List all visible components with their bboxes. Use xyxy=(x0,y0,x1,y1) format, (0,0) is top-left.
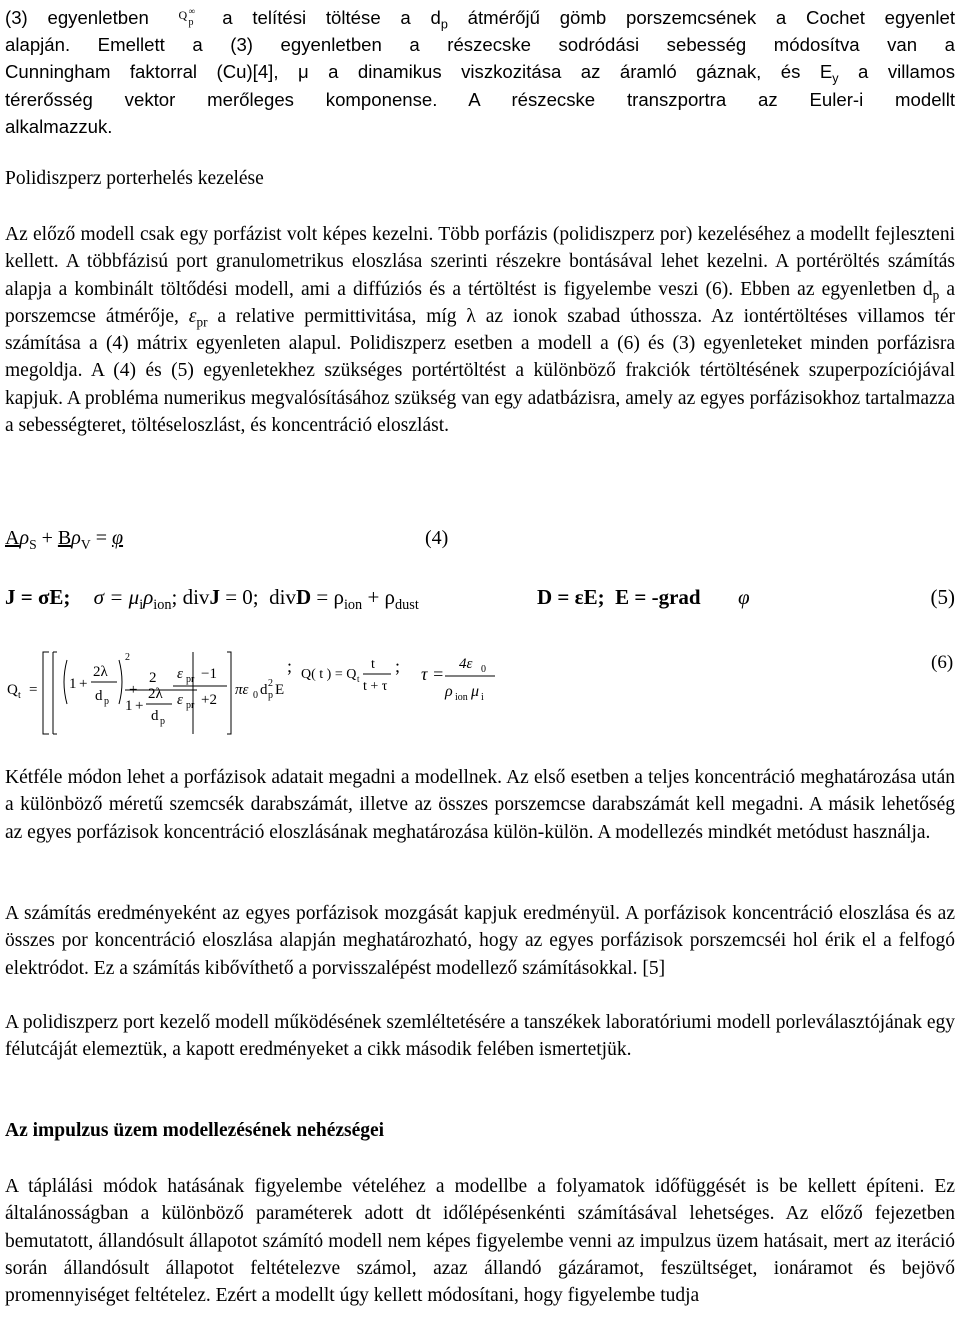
equation-6-svg xyxy=(5,638,960,748)
eq4-matrix-b: B xyxy=(57,527,72,549)
svg-text:Q: Q xyxy=(7,682,18,698)
svg-text:μ: μ xyxy=(471,683,480,700)
svg-text:t: t xyxy=(18,690,21,701)
svg-text:0: 0 xyxy=(481,664,486,675)
results-paragraph: A számítás eredményeként az egyes porfázisok mozgását kapjuk eredményül. A porfázisok koncentráció eloszlása és az összes por koncentráció eloszlása alapján meghatározható, hogy az egyes porfázisok porszemcséi hol érik el a felfogó elektródot. Ez a számítás kibővíthető a porvisszalépést modellező számításokkal. [5] xyxy=(5,903,955,979)
svg-text:+: + xyxy=(129,682,138,698)
svg-text:p: p xyxy=(104,696,109,707)
svg-text:t + τ: t + τ xyxy=(363,679,388,694)
svg-text:t: t xyxy=(357,674,360,684)
demonstration-paragraph: A polidiszperz port kezelő modell működésének szemléltetésére a tanszékek laboratóriumi modell porleválasztójának egy félutcáját elemeztük, a kapott eredményeket a cikk második felében ismertetjük. xyxy=(5,1012,955,1061)
svg-text:d: d xyxy=(260,682,268,698)
svg-text:2: 2 xyxy=(125,652,130,663)
data-input-paragraph: Kétféle módon lehet a porfázisok adatait megadni a modellnek. Az első esetben a teljes koncentráció meghatározása után a különböző méretű szemcsék darabszámát, illetve az összes porszemcse darabszámát kell megadni. A másik lehetőség az egyes porfázisok koncentráció eloszlásának meghatározása külön-külön. A modellezés mindkét metódust használja. xyxy=(5,767,955,843)
intro-line-5: alkalmazzuk. xyxy=(5,115,113,137)
svg-text:ε: ε xyxy=(177,666,183,682)
svg-text:+2: +2 xyxy=(201,692,217,708)
svg-text:+: + xyxy=(79,676,88,692)
equation-4: $A\rho_S + B\rho_V = \varphi$ (4) xyxy=(5,527,449,552)
equation-5: J = σE; $\sigma = \mu_i\rho_{ion}$; divJ = 0; divD = $\rho_{ion} + \rho_{dust}$ D = εE; E = -grad φ (5) xyxy=(5,585,955,613)
svg-text:ion: ion xyxy=(455,692,468,703)
svg-text:=: = xyxy=(29,682,38,698)
svg-text:2λ: 2λ xyxy=(93,664,108,680)
equation-6 xyxy=(5,638,960,748)
eq5-number: (5) xyxy=(930,585,955,609)
intro-line-1: (3) egyenletben Q p ∞ a telítési töltése a $d_p$ átmérőjű gömb porszemcsének a Cochet egyenlet xyxy=(5,6,955,32)
eq4-matrix-a: A xyxy=(5,527,20,549)
svg-text:2λ: 2λ xyxy=(148,686,163,702)
svg-text:p: p xyxy=(268,690,273,701)
svg-text:4ε: 4ε xyxy=(459,656,473,672)
qp-infinity-symbol: Q p ∞ xyxy=(178,6,195,28)
svg-text:pr: pr xyxy=(186,674,195,685)
svg-text:;: ; xyxy=(395,656,401,676)
svg-text:ε: ε xyxy=(177,692,183,708)
svg-text:0: 0 xyxy=(253,690,258,701)
svg-text:;: ; xyxy=(287,656,293,676)
svg-text:p: p xyxy=(160,716,165,727)
intro-paragraph xyxy=(5,4,955,140)
svg-text:(6): (6) xyxy=(931,652,954,673)
svg-text:2: 2 xyxy=(268,678,273,689)
svg-text:πε: πε xyxy=(235,682,249,698)
svg-text:d: d xyxy=(151,708,159,724)
eq4-number: (4) xyxy=(425,527,449,549)
svg-text:τ =: τ = xyxy=(421,664,445,684)
svg-text:1: 1 xyxy=(125,698,133,714)
polydisperse-paragraph: Az előző modell csak egy porfázist volt képes kezelni. Több porfázis (polidiszperz por) kezeléséhez a modellt fejleszteni kellett. A többfázisú port granulometrikus eloszlása szerinti részekre bontásával lehet kezelni. A portéröltés számítás alapja a kombinált töltődési modell, ami a diffúziós és a tértöltést is figyelembe veszi (6). Ebben az egyenletben $d_p$ a porszemcse átmérője, $\varepsilon_{pr}$ a relative permittivitása, míg λ az ionok szabad úthossza. Az iontértöltéses villamos tér számítása a (4) mátrix egyenleten alapul. Polidiszperz esetben a modell a (6) és (3) egyenleteket minden porfázisra megoldja. A (4) és (5) egyenletekhez szükséges portértöltést a különböző frakciók tértöltésének szuperpozíciójával kapjuk. A probléma numerikus megvalósításához szükség van egy adatbázisra, amely az egyes porfázisokhoz tartalmazza a sebességteret, töltéseloszlást, és koncentráció eloszlást. xyxy=(5,224,956,437)
svg-text:2: 2 xyxy=(149,670,157,686)
svg-text:t: t xyxy=(371,657,375,672)
intro-line-4: térerősség vektor merőleges komponense. A részecske transzportra az Euler-i modellt xyxy=(5,88,955,110)
svg-text:ρ: ρ xyxy=(445,683,453,700)
svg-text:+: + xyxy=(135,698,144,714)
svg-text:i: i xyxy=(481,692,484,703)
section-heading-polydisperse: Polidiszperz porterhelés kezelése xyxy=(5,168,264,189)
intro-line-3: Cunningham faktorral (Cu)[4], μ a dinamikus viszkozitása az áramló gáznak, és $E_y$ a villamos xyxy=(5,61,956,86)
svg-text:d: d xyxy=(95,688,103,704)
svg-text:Q( t ) = Q: Q( t ) = Q xyxy=(301,667,357,682)
intro-line-2: alapján. Emellett a (3) egyenletben a részecske sodródási sebesség módosítva van a xyxy=(5,34,955,55)
impulse-paragraph: A táplálási módok hatásának figyelembe vételéhez a modellbe a folyamatok időfüggését is be kellett építeni. Ez általánosságban a különböző paraméterek adott dt időlépésenkénti számításával lehetséges. Az előző fejezetben bemutatott, állandósult állapotot számító modell nem képes figyelembe venni az impulzus üzem hatásait, mert az iteráció során állandósult állapotot feltételezve számol, azaz állandó gázáramot, feszültséget, ionáramot és bejövő promennyiséget feltételez. Ezért a modellt úgy kellett módosítani, hogy figyelembe tudja xyxy=(5,1176,955,1307)
svg-text:E: E xyxy=(275,682,285,698)
svg-text:−1: −1 xyxy=(201,666,217,682)
section-heading-impulse: Az impulzus üzem modellezésének nehézségei xyxy=(5,1120,385,1141)
svg-text:pr: pr xyxy=(186,700,195,711)
svg-text:1: 1 xyxy=(69,676,77,692)
